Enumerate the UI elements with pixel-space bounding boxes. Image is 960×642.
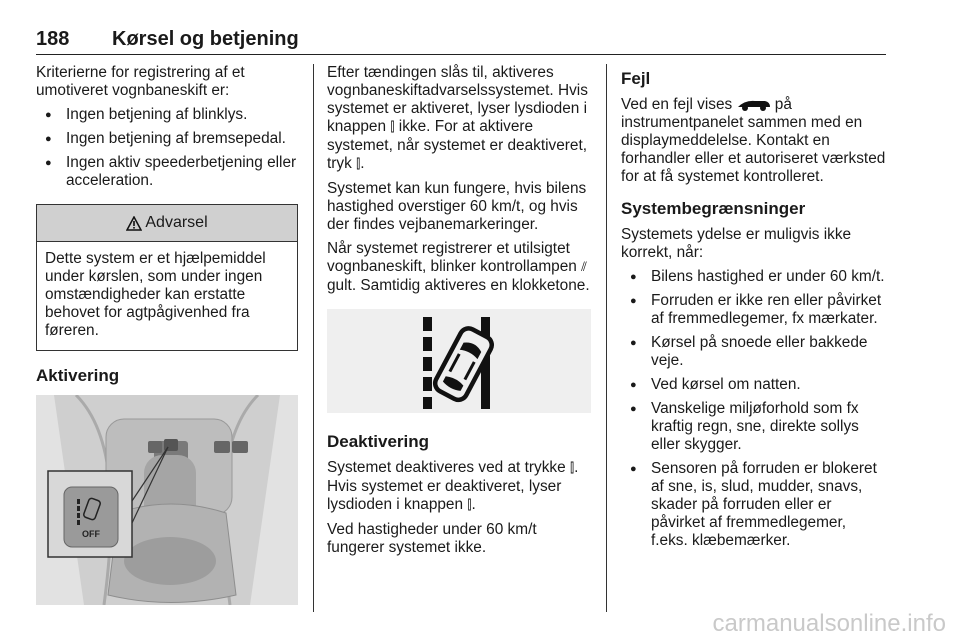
warning-text: Dette system er et hjælpemiddel under kørslen, som under ingen omstændigheder kan erstatte behovet for agtpågivenhed fra føreren. [45, 250, 266, 339]
list-item: ● Ved kørsel om natten. [621, 376, 887, 394]
warning-box [36, 204, 298, 351]
warning-header [37, 205, 297, 242]
lane-symbol-illustration [327, 309, 591, 413]
broken-car-icon [737, 98, 771, 112]
column-3 [621, 64, 887, 556]
list-item: ● Ingen aktiv speederbetjening eller acceleration. [36, 154, 298, 190]
warning-title: Advarsel [145, 214, 208, 231]
list-item: ● Forruden er ikke ren eller påvirket af fremmedlegemer, fx mærkater. [621, 292, 887, 328]
watermark: carmanualsonline.info [712, 610, 946, 637]
list-item: ● Bilens hastighed er under 60 km/t. [621, 268, 887, 286]
criteria-list [36, 106, 298, 190]
section-title-fault: Fejl [621, 69, 651, 88]
list-item: ● Ingen betjening af bremsepedal. [36, 130, 298, 148]
paragraph: Systemet deaktiveres ved at trykke ⫿. Hvis systemet er deaktiveret, lyser lysdioden i knappen ⫿. [327, 459, 579, 513]
warning-triangle-icon [126, 216, 142, 231]
lane-departure-button-icon: ⫿ [467, 498, 472, 513]
list-item: ● Vanskelige miljøforhold som fx kraftig regn, sne, direkte sollys eller skygger. [621, 400, 887, 454]
lane-departure-lamp-icon: ⫽ [581, 260, 587, 275]
paragraph: Når systemet registrerer et utilsigtet vognbaneskift, blinker kontrollampen ⫽ gult. Samtidig aktiveres en klokketone. [327, 240, 590, 294]
lane-departure-button-icon: ⫿ [569, 461, 575, 476]
lane-departure-button-icon: ⫿ [390, 120, 395, 135]
column-2 [327, 64, 591, 563]
paragraph: Systemets ydelse er muligvis ikke korrekt, når: [621, 226, 852, 261]
off-label: OFF [82, 529, 100, 539]
page-header [36, 24, 886, 55]
page-title: Kørsel og betjening [112, 28, 299, 50]
column-divider [313, 64, 314, 612]
intro-text: Kriterierne for registrering af et umotiveret vognbaneskift er: [36, 64, 245, 99]
paragraph: Efter tændingen slås til, aktiveres vognbaneskiftadvarselssystemet. Hvis systemet er aktiveret, lyser lysdioden i knappen ⫿ ikke. For at aktivere systemet, når systemet er deaktiveret, tryk ⫿. [327, 64, 588, 172]
paragraph: Ved en fejl vises på instrumentpanelet sammen med en displaymeddelelse. Kontakt en forhandler eller et autoriseret værksted for at få systemet kontrolleret. [621, 96, 886, 185]
section-title-deactivation: Deaktivering [327, 432, 430, 451]
column-1 [36, 64, 298, 605]
page-number: 188 [36, 28, 70, 50]
section-title-limitations: Systembegrænsninger [621, 199, 806, 218]
lane-departure-symbol-icon [327, 309, 591, 413]
list-item: ● Kørsel på snoede eller bakkede veje. [621, 334, 887, 370]
list-item: ● Sensoren på forruden er blokeret af sne, is, slud, mudder, snavs, skader på forruden eller er påvirket af fremmedlegemer, f.eks. klæbemærker. [621, 460, 887, 550]
section-title-activation: Aktivering [36, 366, 120, 385]
limitations-list [621, 268, 887, 550]
console-photo [36, 395, 298, 605]
column-divider [606, 64, 607, 612]
lane-departure-button-icon: ⫿ [356, 157, 361, 172]
list-item: ● Ingen betjening af blinklys. [36, 106, 298, 124]
paragraph: Systemet kan kun fungere, hvis bilens hastighed overstiger 60 km/t, og hvis der findes vejbanemarkeringer. [327, 180, 587, 233]
paragraph: Ved hastigheder under 60 km/t fungerer systemet ikke. [327, 521, 537, 556]
